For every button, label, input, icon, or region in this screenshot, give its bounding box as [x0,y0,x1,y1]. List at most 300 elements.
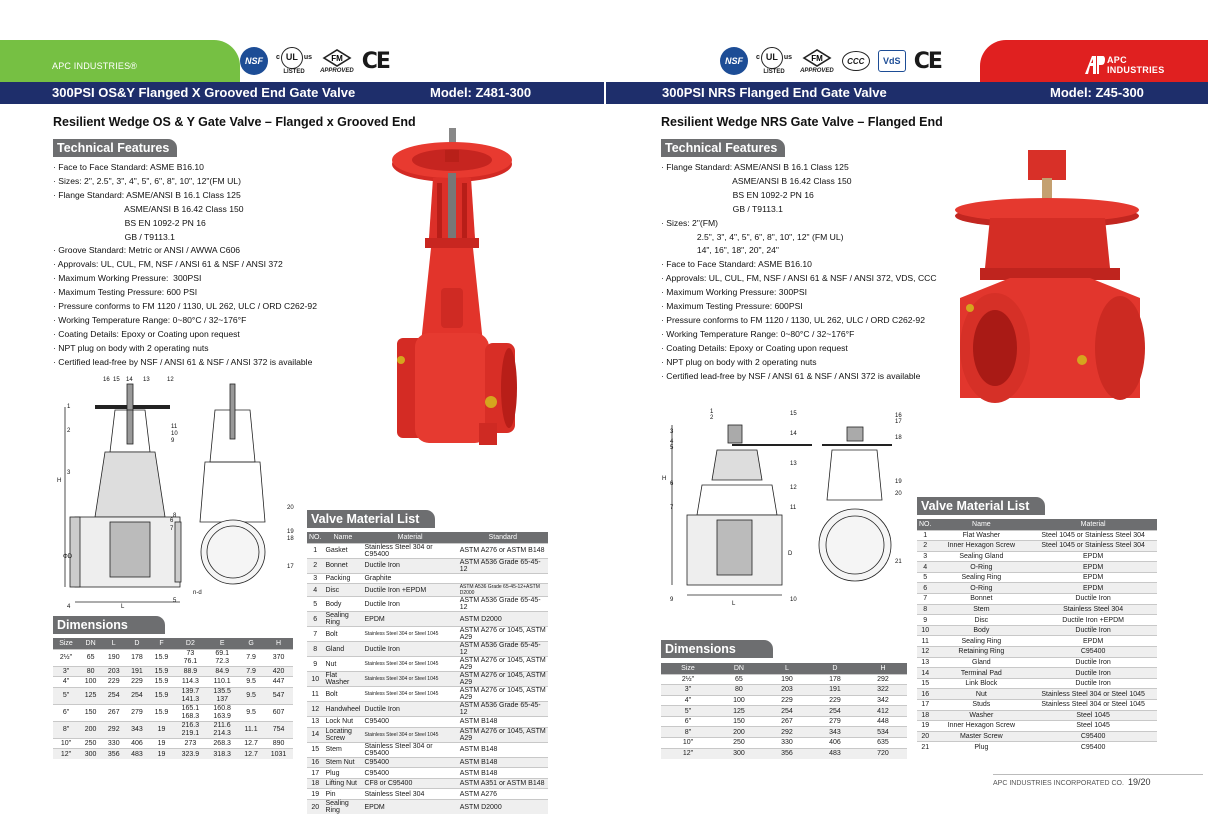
table-cell: 14 [307,727,323,742]
table-cell: Lifting Nut [323,778,362,789]
left-dimensions-heading: Dimensions [53,616,165,634]
table-cell: 2½" [53,649,79,666]
table-cell: 720 [859,748,907,759]
table-cell: 100 [715,695,763,706]
table-cell: Ductile Iron [362,642,457,657]
material-row [917,647,1157,658]
table-cell: Retaining Ring [933,647,1029,658]
table-cell: Ductile Iron [1029,594,1157,605]
left-product-title: 300PSI OS&Y Flanged X Grooved End Gate Valve [52,85,356,100]
table-cell: Locating Screw [323,727,362,742]
table-cell: Ductile Iron [362,702,457,717]
material-row [307,800,548,815]
ce-logo: CE [361,48,389,74]
table-cell: Ductile Iron [1029,668,1157,679]
table-cell: ASTM D2000 [458,800,548,815]
table-cell: Gland [933,657,1029,668]
table-cell: 2 [917,541,933,552]
table-cell: 18 [917,710,933,721]
table-cell: 135.5 137 [206,687,238,704]
svg-text:6: 6 [170,518,174,524]
right-subtitle: Resilient Wedge NRS Gate Valve – Flanged End [661,115,943,129]
dimension-row [53,749,293,760]
material-row [917,710,1157,721]
nsf-logo: NSF [720,47,748,75]
table-cell: 12" [661,748,715,759]
table-cell: 534 [859,727,907,738]
svg-text:16: 16 [895,413,902,419]
right-features-heading: Technical Features [661,139,785,157]
material-row [917,562,1157,573]
table-cell: 190 [763,674,811,685]
table-cell: 406 [125,738,148,749]
page-number: 19/20 [1127,777,1151,787]
table-cell: 300 [715,748,763,759]
table-cell: EPDM [1029,636,1157,647]
table-cell: 318.3 [206,749,238,760]
table-cell: 8" [661,727,715,738]
table-cell: Stainless Steel 304 or Steel 1045 [362,727,457,742]
table-cell: Inner Hexagon Screw [933,721,1029,732]
table-cell: 100 [79,677,102,688]
svg-text:5: 5 [670,445,674,451]
material-row [307,672,548,687]
table-cell: 69.1 72.3 [206,649,238,666]
table-cell: 267 [763,716,811,727]
material-row [917,530,1157,541]
svg-text:20: 20 [895,491,902,497]
column-header: DN [79,638,102,649]
material-row [307,742,548,757]
table-cell: 356 [763,748,811,759]
table-cell: Disc [933,615,1029,626]
table-cell: Stainless Steel 304 or Steel 1045 [1029,700,1157,711]
table-cell: Link Block [933,678,1029,689]
table-cell: 754 [264,721,293,738]
table-cell: Bonnet [933,594,1029,605]
left-title-bar [0,82,604,104]
brand-tab [0,40,240,82]
svg-text:18: 18 [287,536,294,542]
table-cell: O-Ring [933,583,1029,594]
left-material-heading: Valve Material List [307,510,435,528]
table-cell: 406 [811,738,859,749]
table-cell: 15.9 [148,687,174,704]
table-cell: 254 [102,687,125,704]
table-cell: 448 [859,716,907,727]
table-cell: Sealing Gland [933,551,1029,562]
table-cell: C95400 [1029,647,1157,658]
column-header: F [148,638,174,649]
svg-text:17: 17 [895,419,902,425]
material-row [307,717,548,728]
table-cell: 5 [307,597,323,612]
table-cell: 343 [811,727,859,738]
table-cell: 420 [264,666,293,677]
material-row [307,687,548,702]
svg-text:19: 19 [287,529,294,535]
material-row [917,583,1157,594]
table-cell: Flat Washer [323,672,362,687]
table-cell: Nut [323,657,362,672]
table-cell: 6" [53,704,79,721]
table-cell: Ductile Iron +EPDM [362,584,457,597]
material-row [917,721,1157,732]
table-cell: 125 [715,706,763,717]
table-cell: 203 [102,666,125,677]
table-cell: ASTM A536 Grade 65-45-12+ASTM D2000 [458,584,548,597]
table-cell: C95400 [1029,742,1157,753]
svg-text:L: L [732,601,736,607]
table-cell: 12.7 [238,749,264,760]
right-model-number: Model: Z45-300 [1050,85,1144,100]
table-cell: Sealing Ring [323,800,362,815]
table-cell: 412 [859,706,907,717]
table-cell: 254 [811,706,859,717]
ul-listed-logo: c UL us LISTED [276,47,312,76]
table-cell: Pin [323,789,362,800]
column-header: D2 [175,638,207,649]
table-cell: 5 [917,572,933,583]
table-cell: 8 [307,642,323,657]
apc-logo-icon [1083,54,1105,76]
table-cell: EPDM [1029,572,1157,583]
table-cell: 216.3 219.1 [175,721,207,738]
table-cell: EPDM [362,800,457,815]
table-cell: ASTM A351 or ASTM B148 [458,778,548,789]
material-row [917,551,1157,562]
table-cell: Ductile Iron [1029,625,1157,636]
dimension-row [661,727,907,738]
table-cell: Inner Hexagon Screw [933,541,1029,552]
left-material-table [307,532,548,814]
column-header: Material [362,532,457,543]
table-cell: Body [323,597,362,612]
material-row [917,742,1157,753]
table-cell: 165.1 168.3 [175,704,207,721]
material-row [307,597,548,612]
table-cell: 191 [811,685,859,696]
svg-text:ΦD: ΦD [63,554,73,560]
table-cell: 9.5 [238,677,264,688]
table-cell: 191 [125,666,148,677]
table-cell: 300 [79,749,102,760]
left-features-list: · Face to Face Standard: ASME B16.10 · Sizes: 2", 2.5", 3", 4", 5", 6", 8", 10", 12"(FM UL) · Flange Standard: ASME/ANSI B 16.1 Class 125 ASME/ANSI B 16.42 Class 150 BS EN 1092-2 PN 16 GB / T9113.1 · Groove Standard: Metric or ANSI / AWWA C606 · Approvals: UL, CUL, FM, NSF / ANSI 61 & NSF / ANSI 372 · Maximum Working Pressure: 300PSI · Maximum Testing Pressure: 600 PSI · Pressure conforms to FM 1120 / 1130, UL 262, ULC / ORD C262-92 · Working Temperature Range: 0~80°C / 32~176°F · Coating Details: Epoxy or Coating upon request · NPT plug on body with 2 operating nuts · Certified lead-free by NSF / ANSI 61 & NSF / ANSI 372 is available [53,162,317,367]
table-cell: Ductile Iron [362,597,457,612]
dimension-row [661,706,907,717]
dimension-row [661,738,907,749]
table-cell: 279 [125,704,148,721]
table-cell: 203 [763,685,811,696]
table-cell: 12.7 [238,738,264,749]
material-row [917,625,1157,636]
table-cell: 9 [917,615,933,626]
table-cell: ASTM A276 or 1045, ASTM A29 [458,672,548,687]
table-cell: Master Screw [933,731,1029,742]
table-cell: 6 [307,612,323,627]
svg-text:7: 7 [670,505,674,511]
table-cell: 5" [661,706,715,717]
ul-listed-logo: c UL us LISTED [756,47,792,76]
table-cell: O-Ring [933,562,1029,573]
table-cell: Lock Nut [323,717,362,728]
table-cell: C95400 [1029,731,1157,742]
table-cell: 3 [307,573,323,584]
table-cell: 19 [307,789,323,800]
table-cell: ASTM A536 Grade 65-45-12 [458,642,548,657]
svg-text:FM: FM [811,53,823,63]
table-cell: ASTM A536 Grade 65-45-12 [458,558,548,573]
table-cell: 322 [859,685,907,696]
right-features-list: · Flange Standard: ASME/ANSI B 16.1 Class 125 ASME/ANSI B 16.42 Class 150 BS EN 1092-2 PN 16 GB / T9113.1 · Sizes: 2"(FM) 2.5", 3", 4", 5", 6", 8", 10", 12" (FM UL) 14", 16", 18", 20", 24" · Face to Face Standard: ASME B16.10 · Approvals: UL, CUL, FM, NSF / ANSI 61 & NSF / ANSI 372, VDS, CCC · Maximum Working Pressure: 300PSI · Maximum Testing Pressure: 600PSI · Pressure conforms to FM 1120 / 1130, UL 262, ULC / ORD C262-92 · Working Temperature Range: 0~80°C / 32~176°F · Coating Details: Epoxy or Coating upon request · NPT plug on body with 2 operating nuts · Certified lead-free by NSF / ANSI 61 & NSF / ANSI 372 is available [661,162,937,381]
table-cell: 9.5 [238,687,264,704]
table-cell: 254 [763,706,811,717]
dimension-row [53,677,293,688]
svg-text:13: 13 [790,461,797,467]
material-row [307,757,548,768]
table-cell: 3 [917,551,933,562]
svg-text:14: 14 [790,431,797,437]
svg-text:3: 3 [67,470,71,476]
page-footer [993,774,1203,787]
table-cell: ASTM B148 [458,717,548,728]
dimension-row [53,649,293,666]
column-header: DN [715,663,763,674]
material-row [917,678,1157,689]
table-cell: 16 [307,757,323,768]
apc-logo-text: APC INDUSTRIES [1107,55,1165,75]
table-cell: 150 [79,704,102,721]
svg-text:6: 6 [670,481,674,487]
table-cell: 15 [917,678,933,689]
table-cell: Sealing Ring [323,612,362,627]
material-row [917,594,1157,605]
table-cell: 150 [715,716,763,727]
table-cell: 547 [264,687,293,704]
table-cell: Steel 1045 or Stainless Steel 304 [1029,541,1157,552]
table-cell: Stem Nut [323,757,362,768]
table-cell: 4 [307,584,323,597]
table-cell: 160.8 163.9 [206,704,238,721]
table-cell: Bolt [323,687,362,702]
svg-text:4: 4 [67,604,71,610]
table-cell: 139.7 141.3 [175,687,207,704]
table-cell: 356 [102,749,125,760]
svg-text:19: 19 [895,479,902,485]
table-cell: 80 [715,685,763,696]
table-cell: 7.9 [238,649,264,666]
table-cell: 292 [859,674,907,685]
table-cell: 16 [917,689,933,700]
table-cell: 250 [715,738,763,749]
table-cell: Plug [933,742,1029,753]
column-header: L [763,663,811,674]
table-cell: 343 [125,721,148,738]
svg-text:17: 17 [287,564,294,570]
table-cell: Stainless Steel 304 or Steel 1045 [362,627,457,642]
table-cell: 4 [917,562,933,573]
material-row [917,657,1157,668]
column-header: Size [53,638,79,649]
table-cell: EPDM [1029,551,1157,562]
material-row [307,657,548,672]
table-cell: Plug [323,768,362,779]
nrs-valve-photo [950,148,1150,416]
table-cell: ASTM B148 [458,768,548,779]
svg-text:5: 5 [173,598,177,604]
right-dimensions-heading: Dimensions [661,640,773,658]
material-row [917,689,1157,700]
table-cell: Stem [323,742,362,757]
material-row [307,702,548,717]
table-cell: 125 [79,687,102,704]
table-cell: ASTM A276 or 1045, ASTM A29 [458,627,548,642]
dimension-row [53,666,293,677]
table-cell: 254 [125,687,148,704]
table-cell: 330 [763,738,811,749]
right-dimensions-table [661,663,907,759]
ccc-logo: CCC [842,51,870,71]
table-cell: 15 [307,742,323,757]
material-row [917,572,1157,583]
svg-text:H: H [662,476,667,482]
table-cell: ASTM A536 Grade 65-45-12 [458,702,548,717]
table-cell: 19 [148,749,174,760]
svg-text:15: 15 [790,411,797,417]
svg-text:9: 9 [171,438,175,444]
material-row [307,768,548,779]
dimension-row [661,685,907,696]
os-y-valve-section-drawing [55,372,300,612]
table-cell: Studs [933,700,1029,711]
table-cell: Graphite [362,573,457,584]
left-model-number: Model: Z481-300 [430,85,532,100]
table-cell: 483 [811,748,859,759]
right-product-title: 300PSI NRS Flanged End Gate Valve [662,85,887,100]
table-cell: 10" [53,738,79,749]
svg-text:FM: FM [331,53,343,63]
table-cell: Handwheel [323,702,362,717]
right-title-bar [604,82,1208,104]
table-cell: 6" [661,716,715,727]
table-cell: Stainless Steel 304 or Steel 1045 [362,657,457,672]
svg-text:D: D [788,551,793,557]
svg-text:10: 10 [171,431,178,437]
column-header: Standard [458,532,548,543]
table-cell: 84.9 [206,666,238,677]
table-cell: 7.9 [238,666,264,677]
svg-text:2: 2 [67,428,71,434]
svg-text:12: 12 [167,377,174,383]
table-cell: Ductile Iron [1029,678,1157,689]
table-cell: Ductile Iron +EPDM [1029,615,1157,626]
dimension-row [53,704,293,721]
table-cell: Steel 1045 or Stainless Steel 304 [1029,530,1157,541]
svg-text:18: 18 [895,435,902,441]
table-cell: Nut [933,689,1029,700]
table-cell: 447 [264,677,293,688]
material-row [917,604,1157,615]
right-cert-logos [720,45,941,77]
column-header: NO. [307,532,323,543]
table-cell: 2½" [661,674,715,685]
table-cell: 200 [79,721,102,738]
table-cell: 178 [811,674,859,685]
table-cell: Terminal Pad [933,668,1029,679]
table-cell: 11.1 [238,721,264,738]
svg-text:15: 15 [113,377,120,383]
table-cell: 65 [79,649,102,666]
table-cell: 15.9 [148,666,174,677]
column-header: L [102,638,125,649]
table-cell: Packing [323,573,362,584]
table-cell: ASTM B148 [458,742,548,757]
dimension-row [661,748,907,759]
table-cell: 7 [917,594,933,605]
table-cell: 18 [307,778,323,789]
table-cell: 1 [307,543,323,558]
column-header: D [125,638,148,649]
table-cell: Bolt [323,627,362,642]
table-cell: 250 [79,738,102,749]
table-cell: 229 [763,695,811,706]
table-cell: Stainless Steel 304 or Steel 1045 [362,687,457,702]
table-cell: 1031 [264,749,293,760]
table-cell: 17 [307,768,323,779]
table-cell: C95400 [362,757,457,768]
column-header: Size [661,663,715,674]
table-cell: ASTM A276 [458,789,548,800]
dimension-row [661,695,907,706]
table-cell: CF8 or C95400 [362,778,457,789]
left-features-heading: Technical Features [53,139,177,157]
table-cell: ASTM A536 Grade 65-45-12 [458,597,548,612]
table-cell: ASTM A276 or ASTM B148 [458,543,548,558]
table-cell: 3" [53,666,79,677]
table-cell: 2 [307,558,323,573]
vds-logo: VdS [878,50,906,72]
table-cell: 12" [53,749,79,760]
os-y-valve-photo [385,128,520,463]
table-cell: 200 [715,727,763,738]
column-header: D [811,663,859,674]
table-cell: 268.3 [206,738,238,749]
table-cell: Body [933,625,1029,636]
svg-text:16: 16 [103,377,110,383]
dimension-row [53,721,293,738]
svg-text:9: 9 [670,597,674,603]
table-cell: EPDM [1029,562,1157,573]
table-cell: 8" [53,721,79,738]
svg-text:12: 12 [790,485,797,491]
table-cell: 14 [917,668,933,679]
table-cell: 110.1 [206,677,238,688]
material-row [917,731,1157,742]
table-cell: 3" [661,685,715,696]
table-cell: 229 [125,677,148,688]
svg-text:1: 1 [67,404,71,410]
table-cell: Bonnet [323,558,362,573]
table-cell: 9.5 [238,704,264,721]
table-cell: 4" [53,677,79,688]
column-header: NO. [917,519,933,530]
left-dimensions-table [53,638,293,759]
material-row [917,636,1157,647]
footer-company: APC INDUSTRIES INCORPORATED CO. [993,780,1124,787]
svg-text:10: 10 [790,597,797,603]
table-cell: Gland [323,642,362,657]
table-cell: 7 [307,627,323,642]
